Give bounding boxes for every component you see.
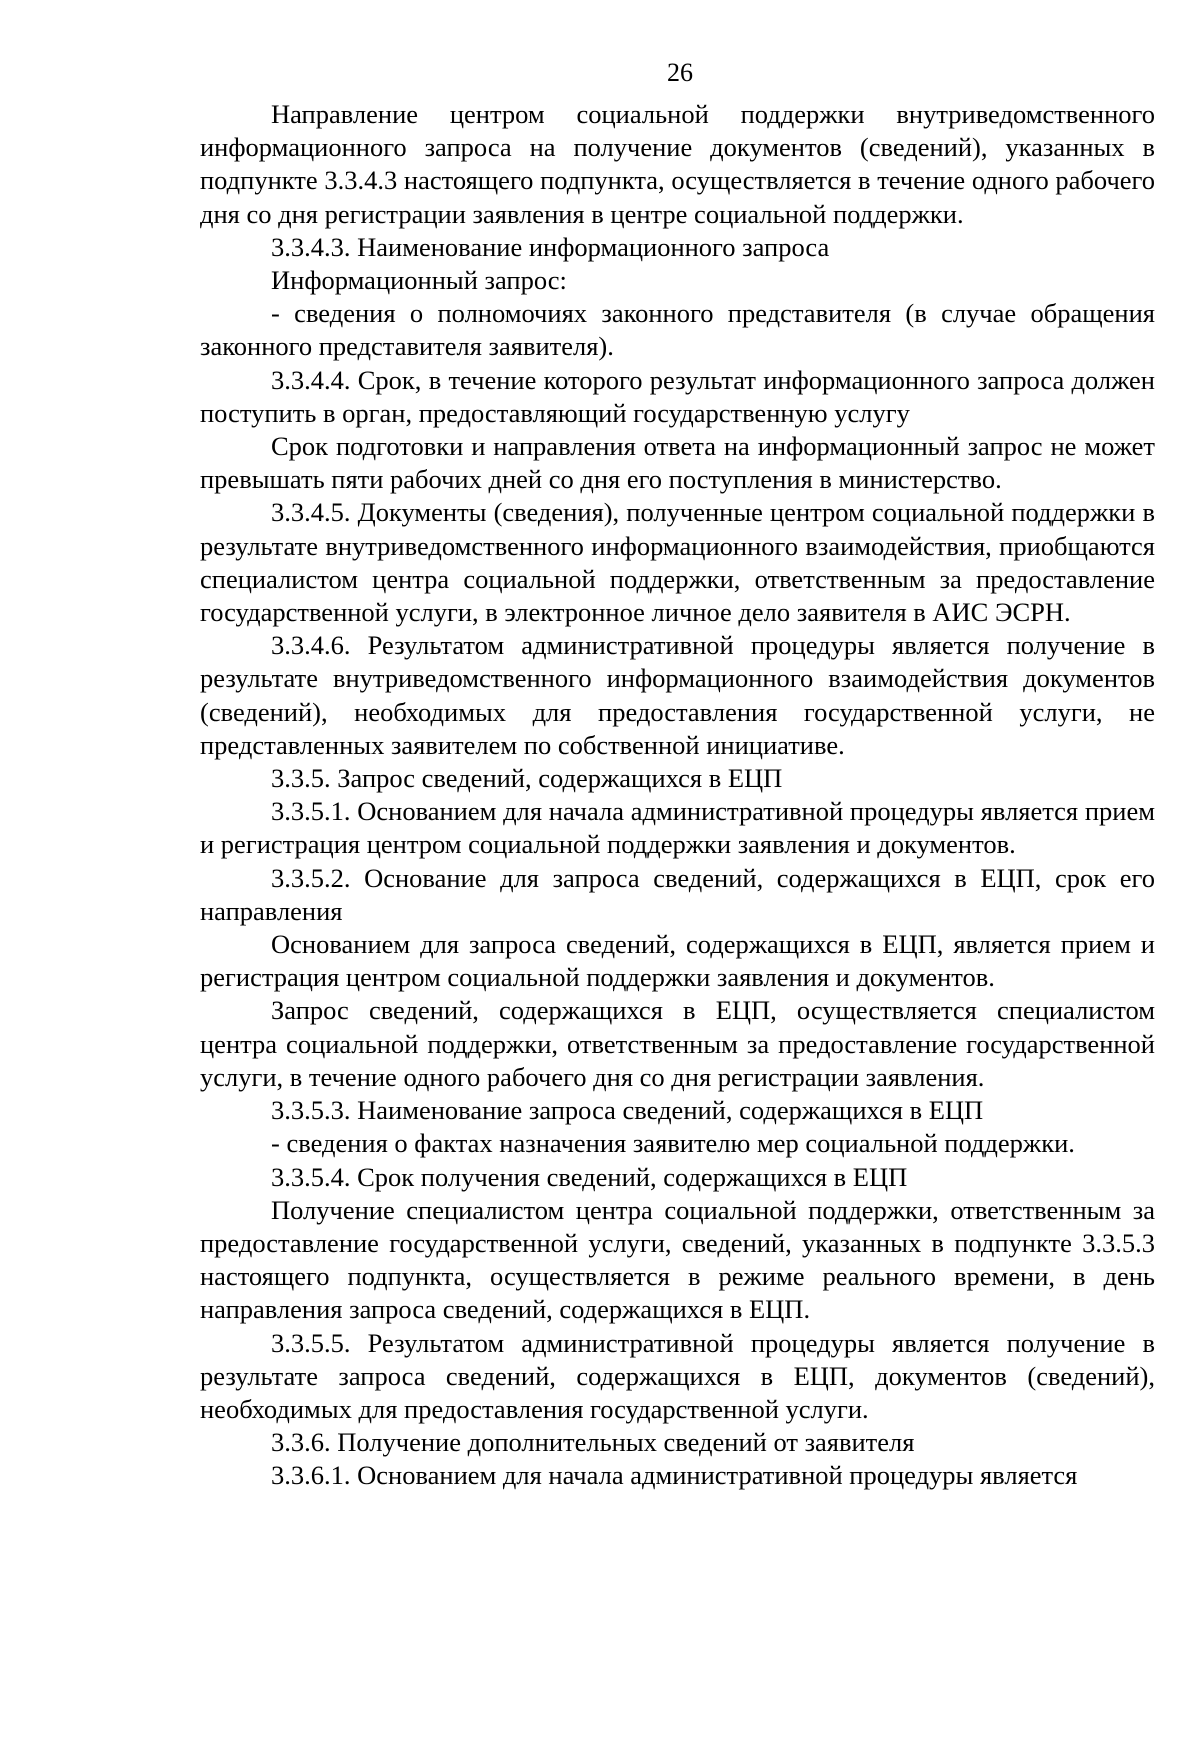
page-number: 26 xyxy=(667,58,693,87)
paragraph-3-3-5-5: 3.3.5.5. Результатом административной процедуры является получение в результате запроса сведений, содержащихся в ЕЦП, документов (сведений), необходимых для предоставления государственной услуги. xyxy=(200,1327,1155,1424)
paragraph-3-3-4-5: 3.3.4.5. Документы (сведения), полученные центром социальной поддержки в результате внутриведомственного информационного взаимодействия, приобщаются специалистом центра социальной поддержки, ответственным за предоставление государственной услуги, в электронное личное дело заявителя в АИС ЭСРН. xyxy=(200,497,1155,628)
paragraph-info-request-label: Информационный запрос: xyxy=(271,265,567,296)
paragraph-ecp-request-basis: Основанием для запроса сведений, содержащихся в ЕЦП, является прием и регистрация центром социальной поддержки заявления и документов. xyxy=(200,929,1155,993)
paragraph-ecp-request-executor: Запрос сведений, содержащихся в ЕЦП, осуществляется специалистом центра социальной поддержки, ответственным за предоставление государственной услуги, в течение одного рабочего дня со дня регистрации заявления. xyxy=(200,995,1155,1092)
document-body xyxy=(200,98,1155,1493)
paragraph-3-3-6-heading: 3.3.6. Получение дополнительных сведений от заявителя xyxy=(271,1427,915,1458)
paragraph-3-3-5-1: 3.3.5.1. Основанием для начала административной процедуры является прием и регистрация центром социальной поддержки заявления и документов. xyxy=(200,796,1155,860)
paragraph-request-direction: Направление центром социальной поддержки внутриведомственного информационного запроса на получение документов (сведений), указанных в подпункте 3.3.4.3 настоящего подпункта, осуществляется в течение одного рабочего дня со дня регистрации заявления в центре социальной поддержки. xyxy=(200,99,1155,229)
paragraph-3-3-5-2-heading: 3.3.5.2. Основание для запроса сведений, содержащихся в ЕЦП, срок его направления xyxy=(200,862,1155,926)
paragraph-3-3-5-4-heading: 3.3.5.4. Срок получения сведений, содержащихся в ЕЦП xyxy=(271,1161,908,1192)
paragraph-response-deadline: Срок подготовки и направления ответа на информационный запрос не может превышать пяти рабочих дней со дня его поступления в министерство. xyxy=(200,431,1155,495)
paragraph-3-3-5-3-heading: 3.3.5.3. Наименование запроса сведений, содержащихся в ЕЦП xyxy=(271,1095,984,1126)
paragraph-3-3-4-4-heading: 3.3.4.4. Срок, в течение которого результат информационного запроса должен поступить в орган, предоставляющий государственную услугу xyxy=(200,364,1155,428)
paragraph-3-3-4-6: 3.3.4.6. Результатом административной процедуры является получение в результате внутриведомственного информационного взаимодействия документов (сведений), необходимых для предоставления государственной услуги, не представленных заявителем по собственной инициативе. xyxy=(200,630,1155,760)
paragraph-3-3-6-1: 3.3.6.1. Основанием для начала административной процедуры является xyxy=(271,1460,1078,1491)
paragraph-realtime-receipt: Получение специалистом центра социальной поддержки, ответственным за предоставление государственной услуги, сведений, указанных в подпункте 3.3.5.3 настоящего подпункта, осуществляется в режиме реального времени, в день направления запроса сведений, содержащихся в ЕЦП. xyxy=(200,1194,1155,1325)
paragraph-3-3-5-heading: 3.3.5. Запрос сведений, содержащихся в ЕЦП xyxy=(271,763,783,794)
paragraph-representative-authority: - сведения о полномочиях законного представителя (в случае обращения законного представителя заявителя). xyxy=(200,298,1155,362)
paragraph-3-3-4-3-heading: 3.3.4.3. Наименование информационного запроса xyxy=(271,231,830,262)
paragraph-support-measures: - сведения о фактах назначения заявителю мер социальной поддержки. xyxy=(271,1128,1075,1159)
